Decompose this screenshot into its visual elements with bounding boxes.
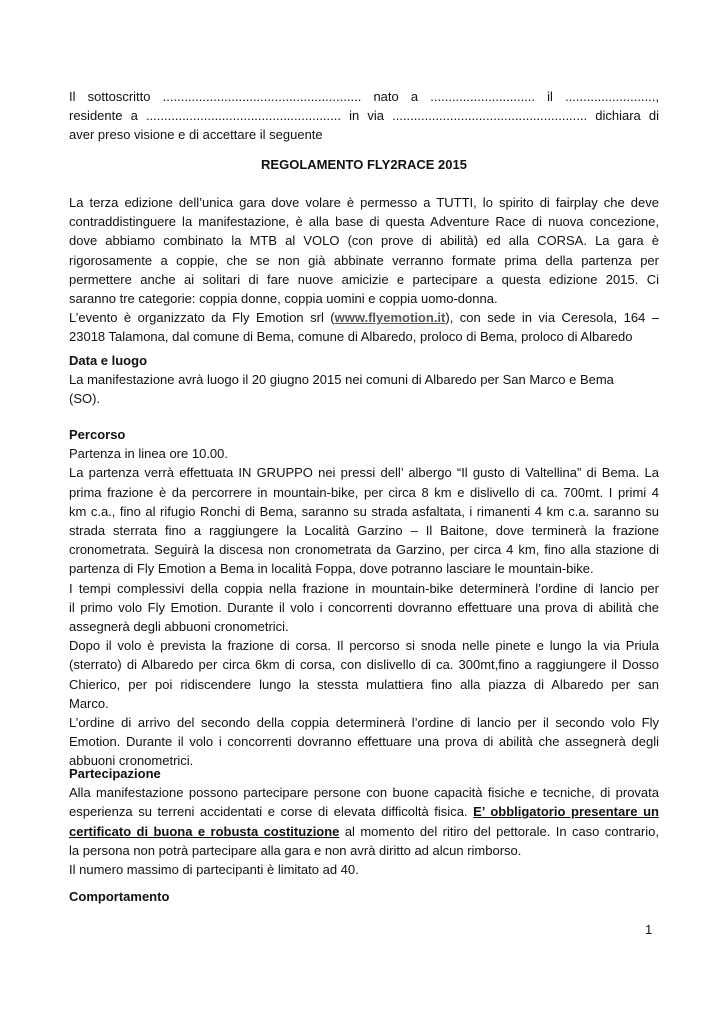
- section-percorso: [69, 425, 659, 771]
- section-heading: Comportamento: [69, 889, 170, 904]
- paragraph-line: Alla manifestazione possono partecipare persone con buone capacità fisiche e tecniche, di provata: [69, 785, 659, 801]
- paragraph-line: la persona non potrà partecipare alla gara e non avrà diritto ad alcun rimborso.: [69, 842, 522, 858]
- paragraph-line: permettere anche ai solitari di fare nuove amicizie e partecipare a questa edizione 2015. Ci: [69, 271, 659, 287]
- organizer-text: ), con sede in via Ceresola, 164 –: [445, 310, 659, 326]
- paragraph-text: al momento del ritiro del pettorale. In caso contrario,: [339, 823, 659, 839]
- section-heading: Data e luogo: [69, 353, 148, 368]
- certificate-requirement: certificato di buona e robusta costituzione: [69, 823, 340, 839]
- paragraph-line: contraddistinguere la manifestazione, è alla base di questa Adventure Race di nuova concezione,: [69, 214, 659, 230]
- intro-line: Il sottoscritto ....................................................... nato a ............................. il .........................,: [69, 89, 659, 104]
- organizer-text: L’evento è organizzato da Fly Emotion srl (: [69, 310, 335, 326]
- certificate-requirement: E’ obbligatorio presentare un: [473, 804, 659, 820]
- paragraph-line: abbuoni cronometrici.: [69, 753, 194, 769]
- paragraph-line: (SO).: [69, 391, 101, 407]
- section-heading: Percorso: [69, 427, 126, 442]
- paragraph-line: Emotion. Durante il volo i concorrenti dovranno effettuare una prova di abilità che assegnerà degli: [69, 734, 659, 750]
- paragraph-line: partenza di Fly Emotion a Bema in località Foppa, dove potranno lasciare le mountain-bike.: [69, 561, 594, 577]
- paragraph-line: (sterrato) di Albaredo per circa 6km di corsa, con dislivello di ca. 300mt,fino a raggiungere il Dosso: [69, 657, 659, 673]
- paragraph-line: I tempi complessivi della coppia nella frazione in mountain-bike determinerà l’ordine di lancio per: [69, 580, 659, 596]
- paragraph-line: dove abbiamo combinato la MTB al VOLO (con prove di abilità) ed alla CORSA. La gara è: [69, 233, 659, 249]
- paragraph-line: [69, 802, 659, 821]
- organizer-line: 23018 Talamona, dal comune di Bema, comune di Albaredo, proloco di Bema, proloco di Albaredo: [69, 329, 633, 345]
- section-comportamento: [69, 887, 659, 906]
- paragraph-line: La terza edizione dell’unica gara dove volare è permesso a TUTTI, lo spirito di fairplay che deve: [69, 195, 659, 210]
- paragraph-line: Il numero massimo di partecipanti è limitato ad 40.: [69, 862, 359, 878]
- intro-line: residente a ...................................................... in via ...................................................... dichiara di: [69, 108, 659, 124]
- website-link[interactable]: www.flyemotion.it: [334, 310, 446, 326]
- intro-block: [69, 87, 659, 145]
- paragraph-text: esperienza su terreni accidentati e corse di elevata difficoltà fisica.: [69, 804, 474, 820]
- paragraph-line: [69, 822, 659, 841]
- section-heading: Partecipazione: [69, 766, 161, 781]
- section-data-luogo: [69, 351, 659, 409]
- paragraph-line: La partenza verrà effettuata IN GRUPPO nei pressi dell’ albergo “Il gusto di Valtellina” di Bema. La: [69, 465, 659, 481]
- paragraph-line: assegnerà degli abbuoni cronometrici.: [69, 619, 289, 635]
- paragraph-line: rigorosamente a coppie, che se non già abbinate verranno formate prima della partenza per: [69, 252, 659, 268]
- paragraph-line: L’ordine di arrivo del secondo della coppia determinerà l’ordine di lancio per il secondo volo Fly: [69, 715, 659, 731]
- document-title: REGOLAMENTO FLY2RACE 2015: [261, 157, 467, 172]
- organizer-line: [69, 308, 659, 327]
- paragraph-line: strada sterrata fino a raggiungere la Località Garzino – Il Baitone, dove terminerà la frazione: [69, 523, 659, 539]
- paragraph-line: Dopo il volo è prevista la frazione di corsa. Il percorso si snoda nelle pinete e lungo la via Priula: [69, 638, 659, 654]
- paragraph-line: il primo volo Fly Emotion. Durante il volo i concorrenti dovranno effettuare una prova di abilità che: [69, 599, 659, 615]
- paragraph-line: km c.a., fino al rifugio Ronchi di Bema, saranno su strada asfaltata, i rimanenti 4 km c.a. saranno su: [69, 503, 659, 519]
- intro-line: aver preso visione e di accettare il seguente: [69, 127, 323, 143]
- section-partecipazione: [69, 764, 659, 879]
- paragraph-line: Chierico, per poi ridiscendere lungo la stessta mulattiera fino alla piazza di Albaredo per san: [69, 676, 659, 692]
- paragraph-line: Marco.: [69, 695, 109, 711]
- paragraph-line: cronometrata. Seguirà la discesa non cronometrata da Garzino, per circa 4 km, fino alla stazione di: [69, 542, 659, 558]
- paragraph-line: La manifestazione avrà luogo il 20 giugno 2015 nei comuni di Albaredo per San Marco e Bema: [69, 372, 614, 388]
- paragraph-line: prima frazione è da percorrere in mountain-bike, per circa 8 km e dislivello di ca. 700mt. I primi 4: [69, 484, 659, 500]
- page-number: 1: [645, 922, 653, 937]
- paragraph-line: Partenza in linea ore 10.00.: [69, 446, 228, 462]
- paragraph-line: saranno tre categorie: coppia donne, coppia uomini e coppia uomo-donna.: [69, 291, 498, 307]
- intro-paragraph: [69, 193, 659, 347]
